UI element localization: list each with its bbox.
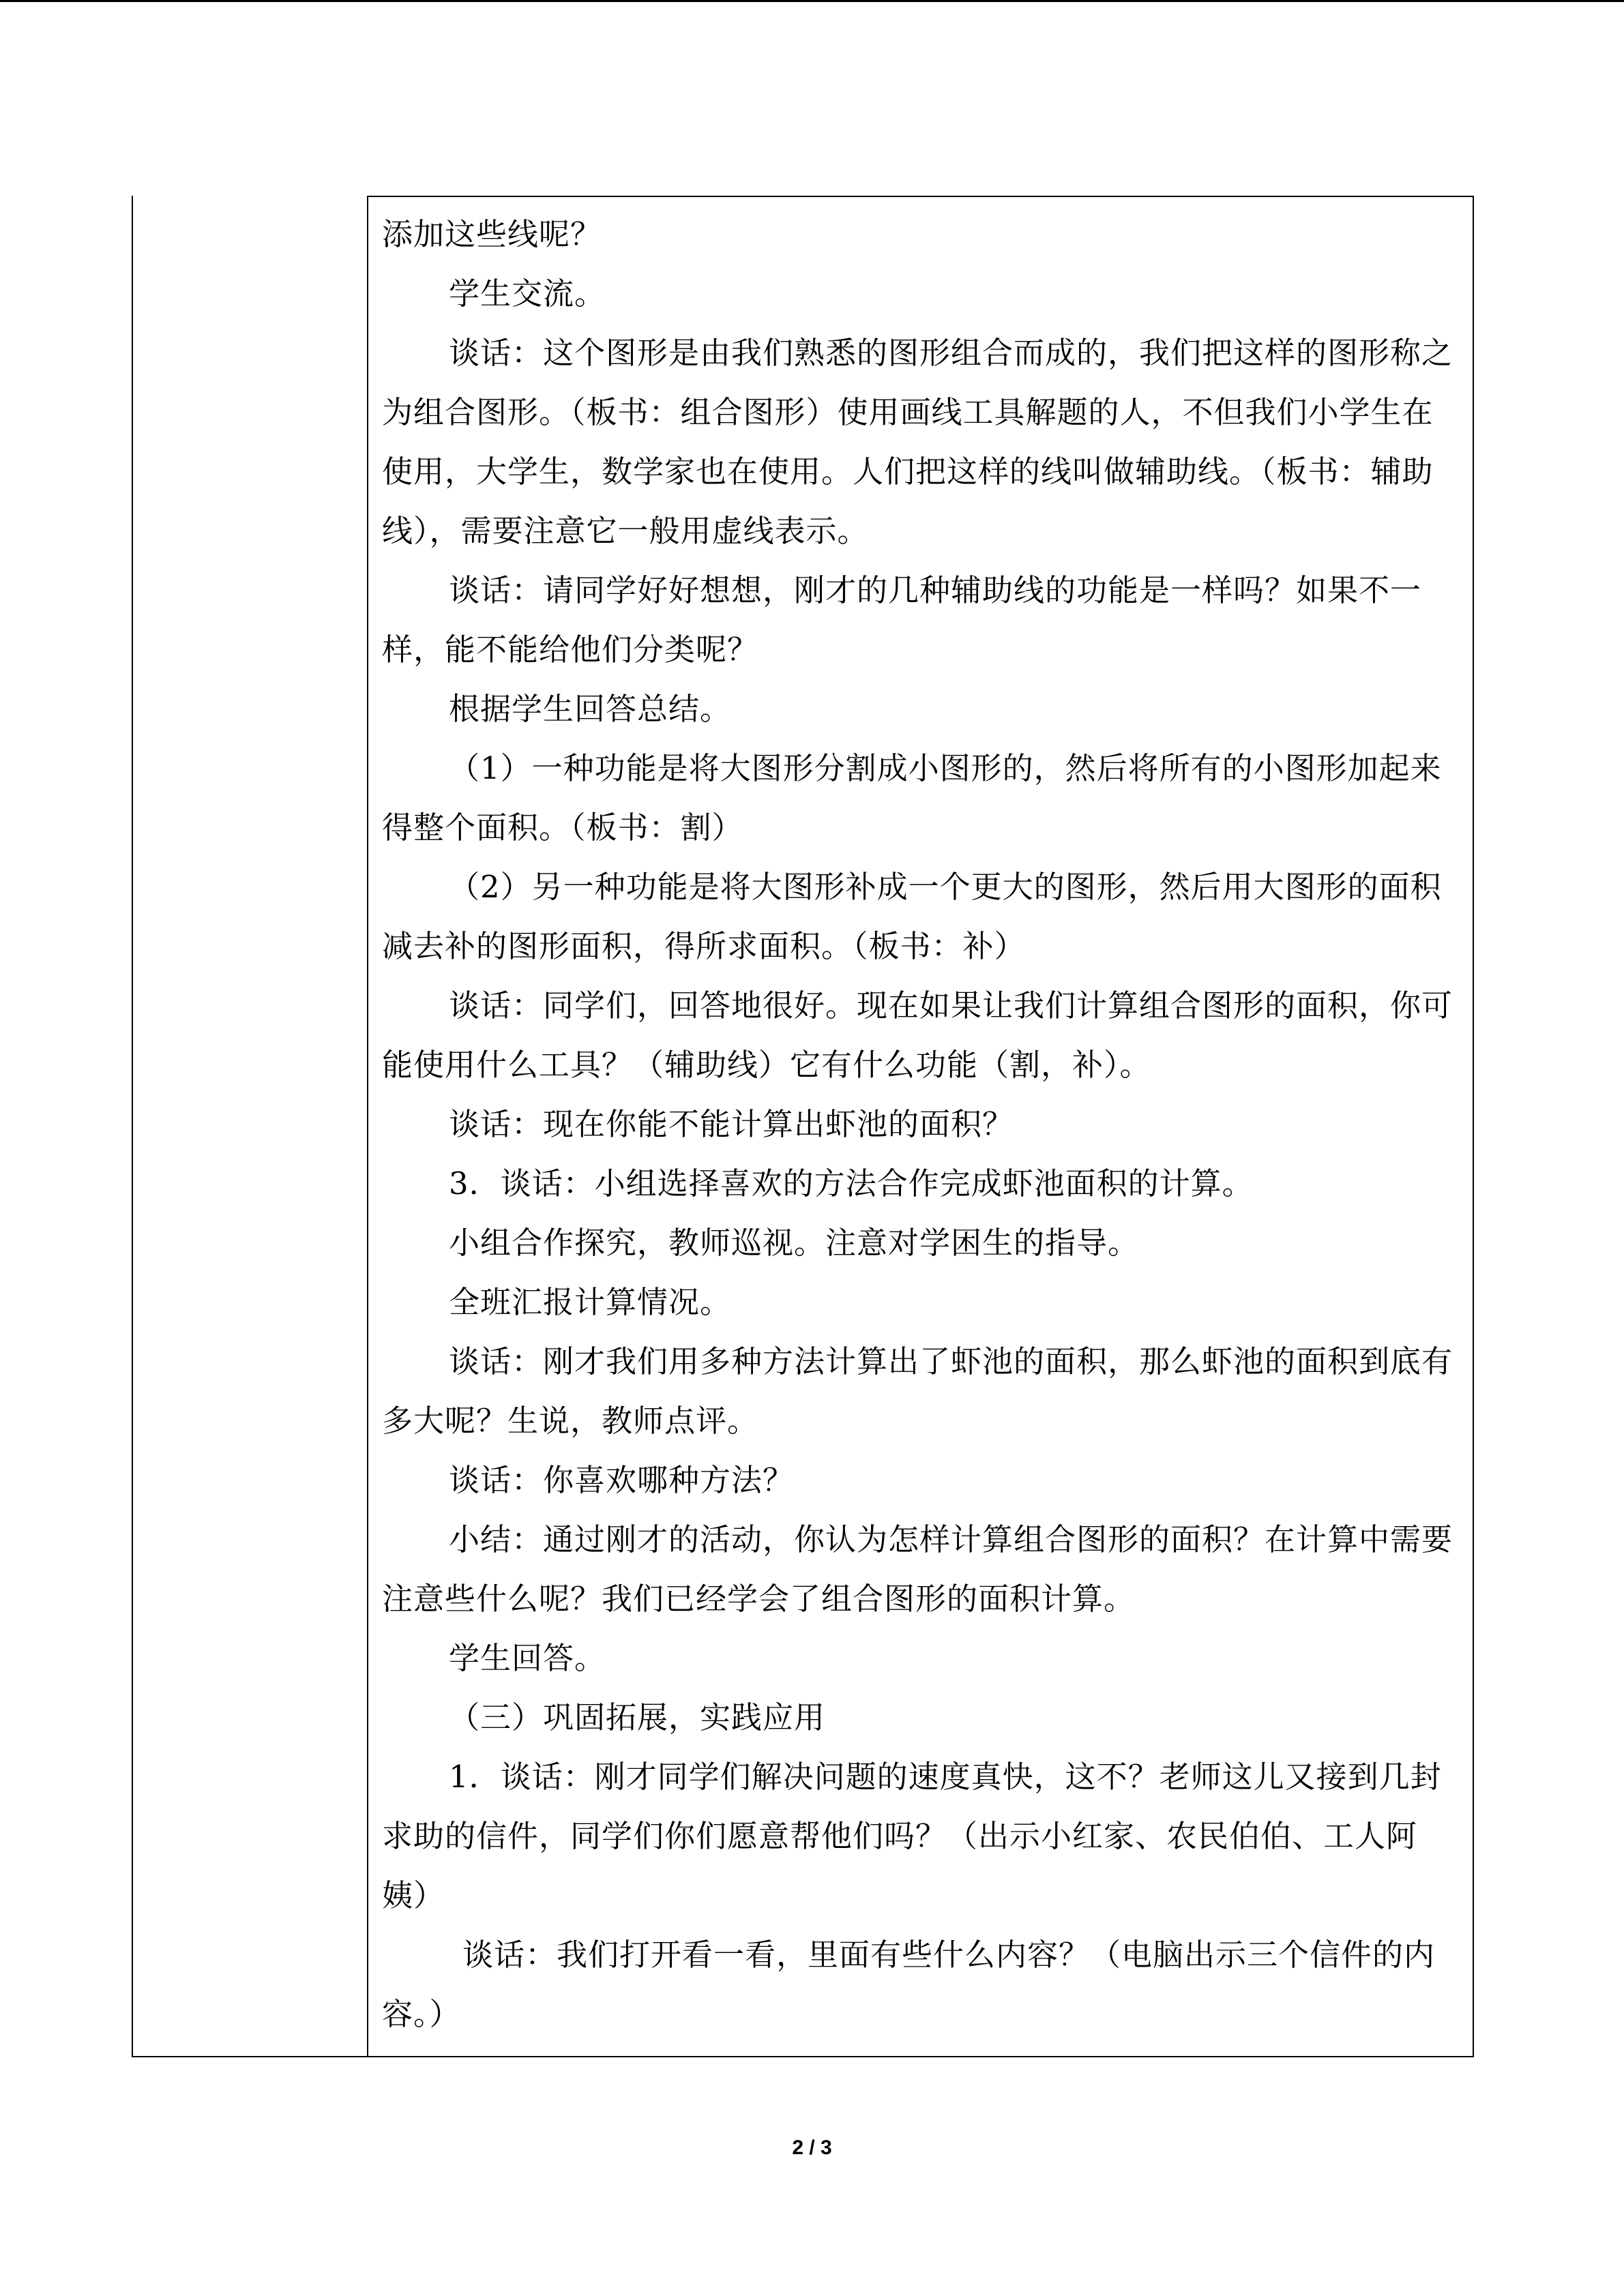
paragraph: 全班汇报计算情况。 [449,1284,732,1320]
paragraph: 谈话：这个图形是由我们熟悉的图形组合而成的，我们把这样的图形称之为组合图形。（板书：组合图形）使用画线工具解题的人，不但我们小学生在使用，大学生，数学家也在使用。人们把这样的线叫做辅助线。（板书：辅助线），需要注意它一般用虚线表示。 [382,335,1453,549]
paragraph: 添加这些线呢？ [382,216,602,252]
paragraph: （1）一种功能是将大图形分割成小图形的，然后将所有的小图形加起来得整个面积。（板书：割） [382,750,1442,846]
paragraph: （2）另一种功能是将大图形补成一个更大的图形，然后用大图形的面积减去补的图形面积，得所求面积。（板书：补） [382,869,1442,964]
top-border-line [0,0,1624,2]
paragraph: 谈话：我们打开看一看，里面有些什么内容？（电脑出示三个信件的内容。） [382,1937,1436,2032]
paragraph: 小结：通过刚才的活动，你认为怎样计算组合图形的面积？在计算中需要注意些什么呢？我们已经学会了组合图形的面积计算。 [382,1521,1453,1617]
paragraph: 3．谈话：小组选择喜欢的方法合作完成虾池面积的计算。 [449,1165,1254,1202]
paragraph: 谈话：同学们，回答地很好。现在如果让我们计算组合图形的面积，你可能使用什么工具？（辅助线）它有什么功能（割，补）。 [382,987,1453,1083]
lesson-content [382,205,1463,2044]
paragraph: 根据学生回答总结。 [449,691,732,727]
paragraph: 谈话：刚才我们用多种方法计算出了虾池的面积，那么虾池的面积到底有多大呢？生说，教师点评。 [382,1343,1453,1439]
page-number: 2 / 3 [792,2136,832,2159]
paragraph: 谈话：请同学好好想想，刚才的几种辅助线的功能是一样吗？如果不一样，能不能给他们分类呢？ [382,572,1422,668]
paragraph: 1．谈话：刚才同学们解决问题的速度真快，这不？老师这儿又接到几封求助的信件，同学们你们愿意帮他们吗？（出示小红家、农民伯伯、工人阿姨） [382,1759,1442,1913]
section-heading: （三）巩固拓展，实践应用 [449,1699,826,1735]
paragraph: 学生交流。 [449,275,606,312]
paragraph: 谈话：现在你能不能计算出虾池的面积？ [449,1106,1014,1142]
paragraph: 学生回答。 [449,1640,606,1676]
paragraph: 小组合作探究，教师巡视。注意对学困生的指导。 [449,1225,1140,1261]
paragraph: 谈话：你喜欢哪种方法？ [449,1462,795,1498]
